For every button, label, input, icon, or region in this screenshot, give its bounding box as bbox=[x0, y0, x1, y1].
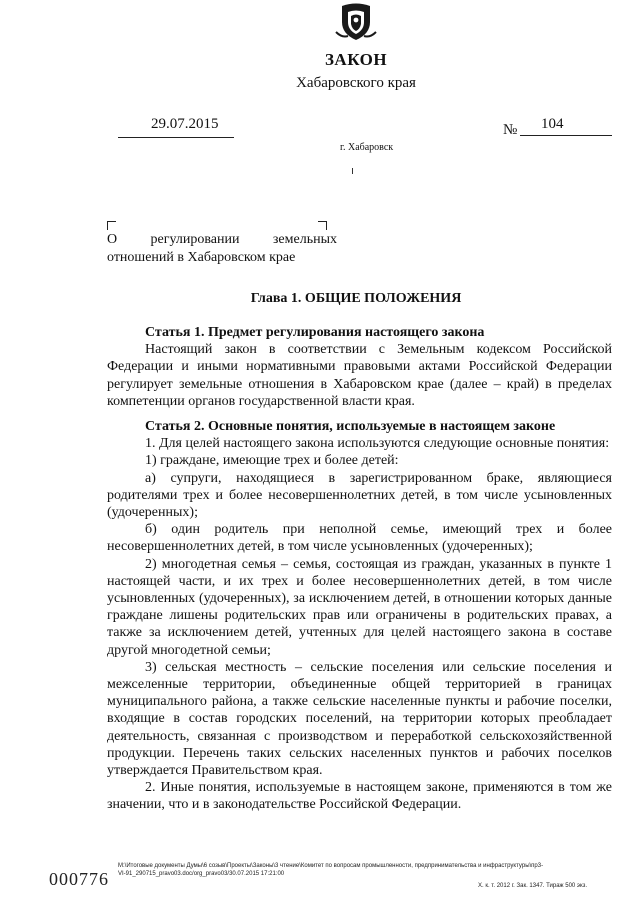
tick-mark bbox=[352, 168, 353, 174]
law-number: 104 bbox=[541, 116, 564, 132]
file-path-line: М:\Итоговые документы Думы\6 созыв\Проекты\Законы\3 чтение\Комитет по вопросам промышленности, предпринимательства и инфраструктуры\пр3- bbox=[118, 863, 544, 869]
law-body bbox=[107, 324, 612, 814]
paragraph: б) один родитель при неполной семье, имеющий трех и более несовершеннолетних детей, в том числе усыновленных (удочеренных); bbox=[107, 522, 612, 555]
bracket-corner-right bbox=[318, 221, 327, 230]
paragraph: 2) многодетная семья – семья, состоящая из граждан, указанных в пункте 1 настоящей части, и их трех и более несовершеннолетних детей, в том числе усыновленных (удочеренных), за исключением детей, в отношении которых данные граждане лишены родительских прав или ограничены в родительских правах, а также за исключением детей, учтенных для целей настоящего закона в составе другой многодетной семьи; bbox=[107, 556, 612, 658]
subject-word: земельных bbox=[272, 232, 337, 247]
paragraph: Настоящий закон в соответствии с Земельным кодексом Российской Федерации и иными нормативными правовыми актами Российской Федерации регулирует земельные отношения в Хабаровском крае (далее – край) в пределах компетенции органов государственной власти края. bbox=[107, 342, 612, 409]
paragraph: 1. Для целей настоящего закона используются следующие основные понятия: bbox=[145, 436, 610, 452]
file-path-footer bbox=[118, 862, 608, 878]
number-label: № bbox=[503, 122, 518, 138]
article-1-heading: Статья 1. Предмет регулирования настоящего закона bbox=[145, 325, 485, 340]
date-underline bbox=[118, 137, 234, 138]
law-date: 29.07.2015 bbox=[151, 116, 219, 132]
subject-word: регулировании bbox=[150, 232, 240, 247]
region-name: Хабаровского края bbox=[296, 75, 416, 91]
paragraph: 2. Иные понятия, используемые в настоящем законе, применяются в том же значении, что и в законодательстве Российской Федерации. bbox=[107, 780, 612, 813]
number-underline bbox=[520, 135, 612, 136]
file-path-line: VI-91_290715_pravo03.doc/org_pravo03/30.07.2015 17:21:00 bbox=[118, 871, 285, 877]
law-subject bbox=[107, 231, 337, 267]
subject-word: О bbox=[107, 232, 118, 247]
print-info: Х. к. т. 2012 г. Зак. 1347. Тираж 500 экз. bbox=[478, 883, 588, 889]
paragraph: 3) сельская местность – сельские поселения или сельские поселения и межселенные территории, объединенные общей территорией в границах муниципального района, а также сельские населенные пункты и рабочие поселки, входящие в состав городских поселений, на территории которых преобладает деятельность, связанная с производством и переработкой сельскохозяйственной продукции. Перечень таких сельских населенных пунктов и рабочих поселков утверждается Правительством края. bbox=[107, 659, 612, 779]
subject-line-2: отношений в Хабаровском крае bbox=[107, 250, 296, 265]
paragraph: а) супруги, находящиеся в зарегистрированном браке, являющиеся родителями трех и более несовершеннолетних детей, в том числе усыновленных (удочеренных); bbox=[107, 470, 612, 521]
serial-number: 000776 bbox=[49, 869, 109, 889]
law-title: ЗАКОН bbox=[324, 50, 388, 69]
city-name: г. Хабаровск bbox=[340, 142, 394, 153]
bracket-corner-left bbox=[107, 221, 116, 230]
coat-of-arms-icon bbox=[334, 2, 378, 42]
chapter-heading: Глава 1. ОБЩИЕ ПОЛОЖЕНИЯ bbox=[250, 291, 462, 306]
paragraph: 1) граждане, имеющие трех и более детей: bbox=[145, 453, 399, 469]
article-2-heading: Статья 2. Основные понятия, используемые в настоящем законе bbox=[145, 419, 556, 435]
